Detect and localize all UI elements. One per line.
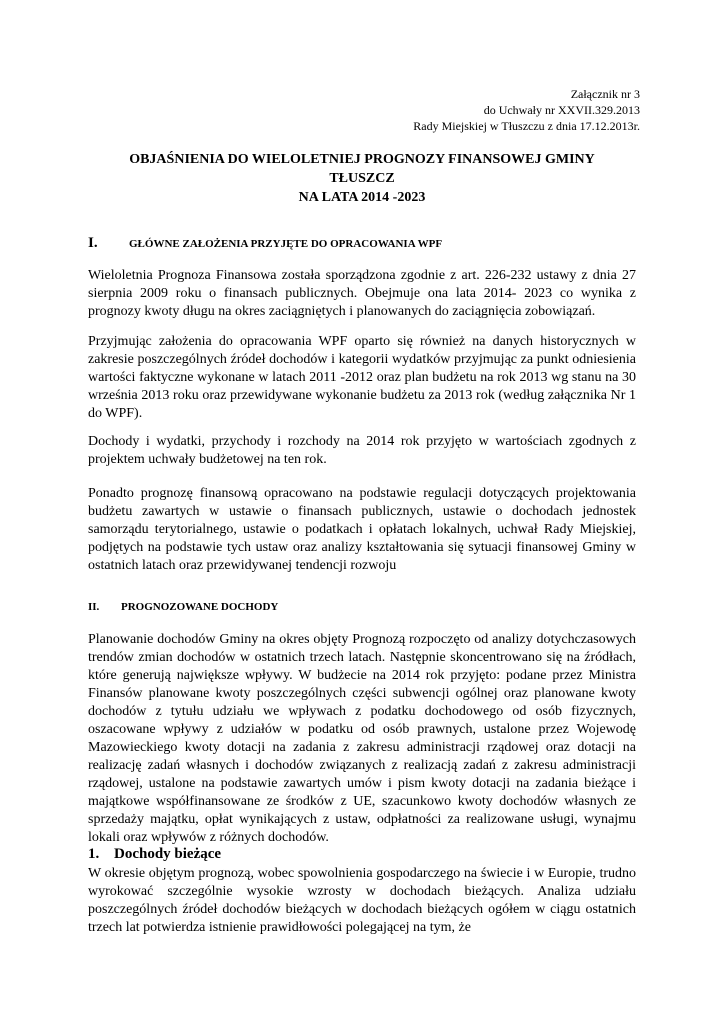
paragraph: Wieloletnia Prognoza Finansowa została sporządzona zgodnie z art. 226-232 ustawy z dnia 27 sierpnia 2009 roku o finansach publicznych. Obejmuje ona lata 2014- 2023 co wynika z prognozy kwoty długu na okres zaciągniętych i planowanych do zaciągnięcia zobowiązań. <box>88 268 636 319</box>
annex-council-date: Rady Miejskiej w Tłuszczu z dnia 17.12.2013r. <box>413 119 640 133</box>
subsection-title: Dochody bieżące <box>114 846 222 862</box>
paragraph: Ponadto prognozę finansową opracowano na podstawie regulacji dotyczących projektowania budżetu zawartych w ustawie o finansach publicznych, ustawie o dochodach jednostek samorządu terytorialnego, ustawie o podatkach i opłatach lokalnych, uchwał Rady Miejskiej, podjętych na podstawie tych ustaw oraz analizy kształtowania się sytuacji finansowej Gminy w ostatnich latach oraz przewidywanej tendencji rozwoju <box>88 486 636 573</box>
annex-number: Załącznik nr 3 <box>570 87 640 101</box>
paragraph: Dochody i wydatki, przychody i rozchody na 2014 rok przyjęto w wartościach zgodnych z projektem uchwały budżetowej na ten rok. <box>88 434 636 467</box>
section-title-2: PROGNOZOWANE DOCHODY <box>121 601 279 613</box>
annex-resolution: do Uchwały nr XXVII.329.2013 <box>483 103 640 117</box>
subsection-number: 1. <box>88 846 100 862</box>
title-line-2: TŁUSZCZ <box>329 171 395 186</box>
section-heading-1 <box>88 234 442 252</box>
section-number-1: I. <box>88 235 98 251</box>
section-heading-2 <box>88 597 278 615</box>
title-line-1: OBJAŚNIENIA DO WIELOLETNIEJ PROGNOZY FINANSOWEJ GMINY <box>129 152 595 167</box>
section-title-1: GŁÓWNE ZAŁOŻENIA PRZYJĘTE DO OPRACOWANIA WPF <box>129 238 443 250</box>
paragraph: W okresie objętym prognozą, wobec spowolnienia gospodarczego na świecie i w Europie, trudno wyrokować szczególnie wysokie wzrosty w dochodach bieżących. Analiza udziału poszczególnych źródeł dochodów bieżących w dochodach bieżących ogółem w ciągu ostatnich trzech lat potwierdza istnienie prawidłowości polegającej na tym, że <box>88 866 636 935</box>
document-title <box>88 150 636 207</box>
subsection-heading <box>88 846 221 863</box>
paragraph: Przyjmując założenia do opracowania WPF oparto się również na danych historycznych w zakresie poszczególnych źródeł dochodów i kategorii wydatków przyjmując za punkt odniesienia wartości faktyczne wykonane w latach 2011 -2012 oraz plan budżetu na rok 2013 wg stanu na 30 września 2013 roku oraz przewidywane wykonanie budżetu za 2013 rok (według załącznika Nr 1 do WPF). <box>88 334 636 421</box>
section-number-2: II. <box>88 601 100 613</box>
title-line-3: NA LATA 2014 -2023 <box>298 190 426 205</box>
annex-note <box>413 86 640 134</box>
paragraph: Planowanie dochodów Gminy na okres objęty Prognozą rozpoczęto od analizy dotychczasowych trendów zmian dochodów w ostatnich trzech latach. Następnie skoncentrowano się na źródłach, które generują największe wpływy. W budżecie na 2014 rok przyjęto: podane przez Ministra Finansów planowane kwoty poszczególnych części subwencji ogólnej oraz planowane kwoty dochodów z tytułu udziału we wpływach z podatku dochodowego od osób fizycznych, oszacowane wpływy z udziałów w podatku od osób prawnych, ustalone przez Wojewodę Mazowieckiego kwoty dotacji na zadania z zakresu administracji rządowej oraz dotacji na realizację zadań własnych i dochodów związanych z realizacją zadań z zakresu administracji rządowej, ustalone na podstawie zawartych umów i pism kwoty dotacji na zadania bieżące i majątkowe współfinansowane ze środków z UE, szacunkowo kwoty dochodów własnych ze sprzedaży majątku, opłat wynikających z ustaw, odpłatności za realizowane usługi, wynajmu lokali oraz wpływów z różnych dochodów. <box>88 632 636 845</box>
